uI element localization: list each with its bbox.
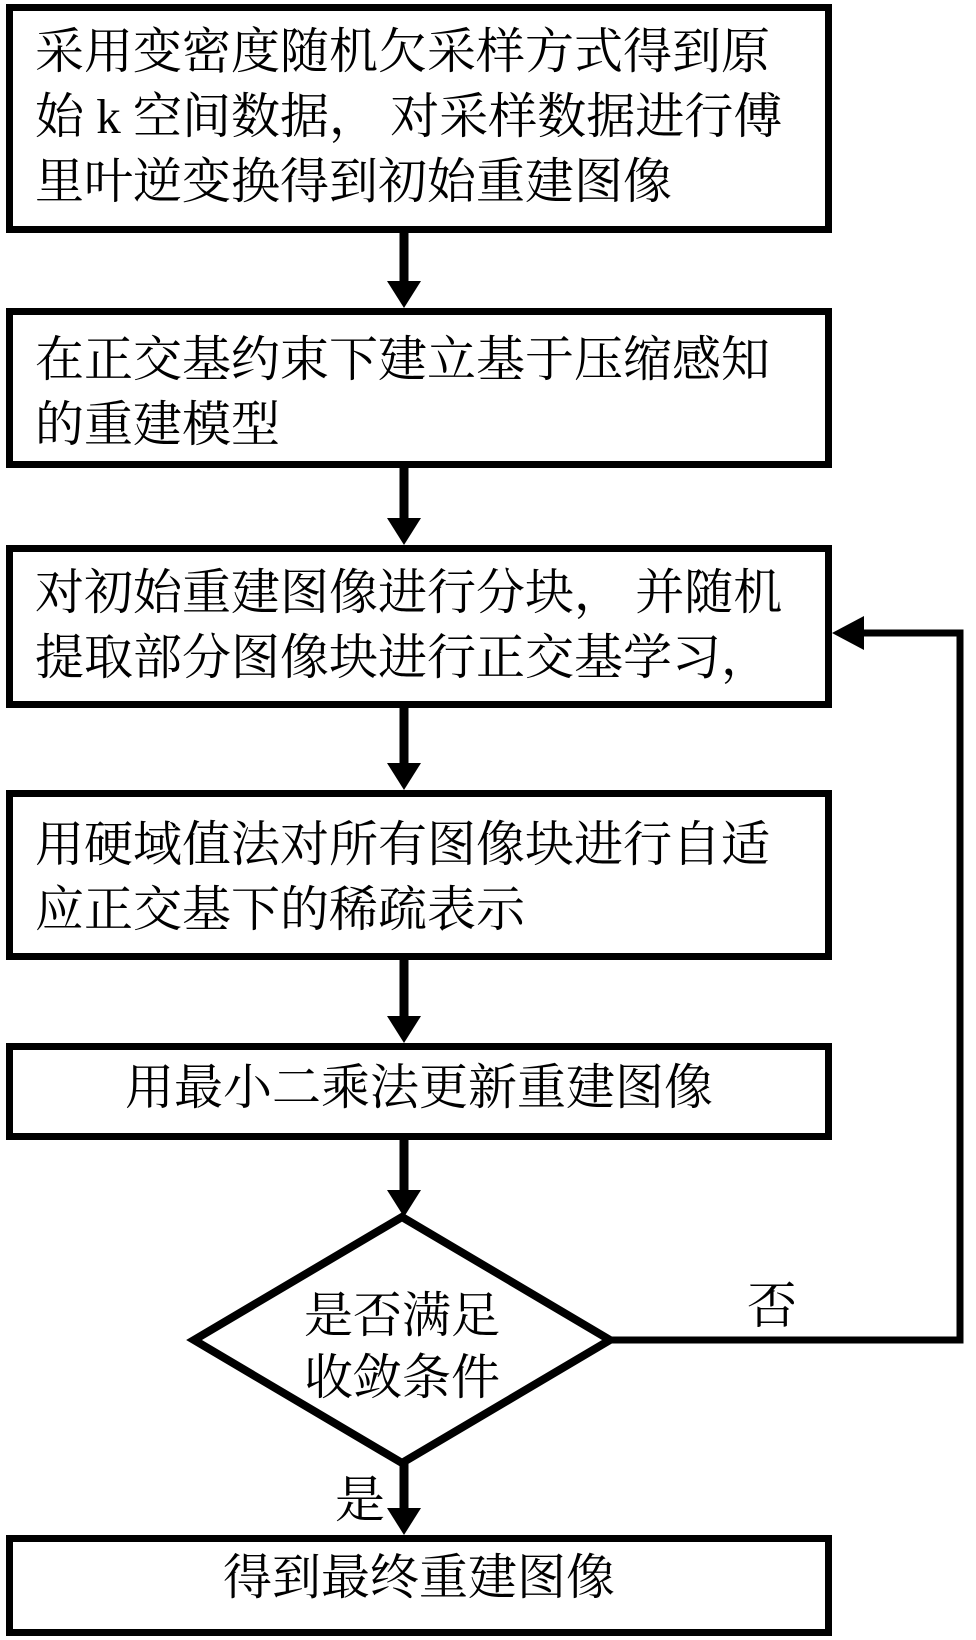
step-text-line: 采用变密度随机欠采样方式得到原 [35, 24, 771, 79]
decision-text-line: 是否满足 [303, 1288, 500, 1343]
step-build-cs-model [6, 308, 832, 468]
step-text-line: 提取部分图像块进行正交基学习， [35, 630, 771, 685]
feedback-no-line [610, 633, 960, 1340]
arrowhead-step5-decision-icon [387, 1190, 421, 1217]
step-least-squares-update [6, 1043, 832, 1140]
decision-text-line: 收敛条件 [303, 1350, 500, 1405]
feedback-arrowhead-icon [832, 616, 864, 650]
step-block-partition-basis-learning [6, 545, 832, 708]
decision-convergence-text [202, 1285, 602, 1409]
step-text-line: 始 k 空间数据， 对采样数据进行傅 [35, 89, 783, 144]
step-text-line: 用最小二乘法更新重建图像 [124, 1060, 713, 1115]
arrowhead-step3-step4-icon [387, 763, 421, 790]
step-hard-threshold-sparse-representation [6, 790, 832, 960]
step-text-line: 应正交基下的稀疏表示 [35, 882, 526, 937]
branch-label-no: 否 [747, 1278, 797, 1334]
step-text-line: 的重建模型 [35, 397, 281, 452]
step-text-line: 用硬域值法对所有图像块进行自适 [35, 817, 771, 872]
step-text-line: 里叶逆变换得到初始重建图像 [35, 154, 673, 209]
arrowhead-step1-step2-icon [387, 281, 421, 308]
step-final-reconstructed-image [6, 1535, 832, 1636]
arrowhead-step4-step5-icon [387, 1016, 421, 1043]
step-initial-reconstruction [6, 4, 832, 233]
step-text-line: 得到最终重建图像 [222, 1550, 615, 1605]
step-text-line: 在正交基约束下建立基于压缩感知 [35, 332, 771, 387]
step-text-line: 对初始重建图像进行分块， 并随机 [35, 565, 783, 620]
arrowhead-step2-step3-icon [387, 518, 421, 545]
branch-label-yes: 是 [335, 1472, 385, 1528]
